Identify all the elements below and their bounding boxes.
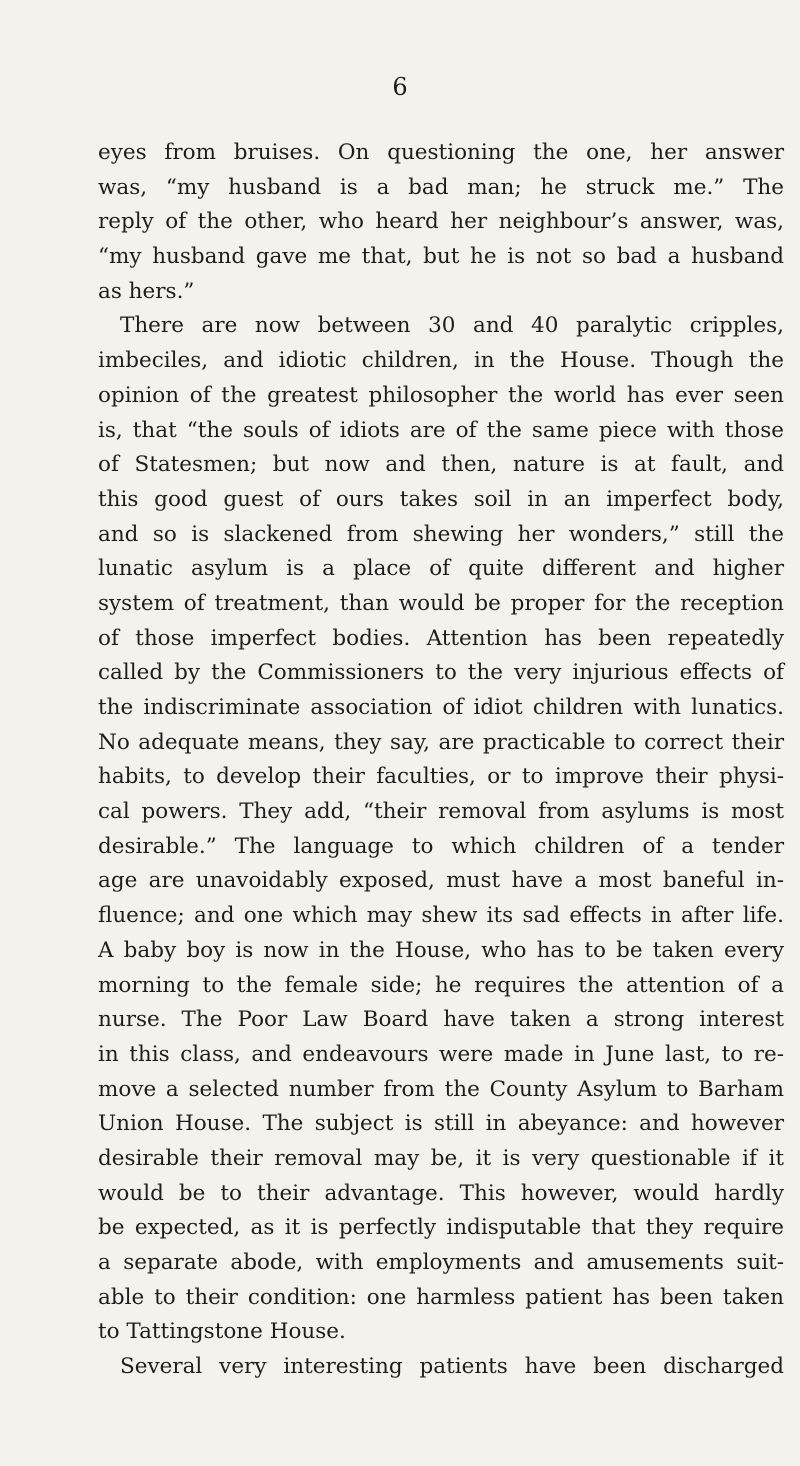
- text-line: reply of the other, who heard her neighbour’s answer, was,: [98, 209, 784, 235]
- text-line: lunatic asylum is a place of quite different and higher: [98, 556, 784, 582]
- text-line: system of treatment, than would be proper for the reception: [98, 590, 784, 616]
- text-line: imbeciles, and idiotic children, in the House. Though the: [98, 348, 784, 374]
- text-line: of Statesmen; but now and then, nature is at fault, and: [98, 452, 784, 478]
- text-line: was, “my husband is a bad man; he struck me.” The: [98, 174, 784, 200]
- text-line: called by the Commissioners to the very injurious effects of: [98, 660, 784, 686]
- text-line: move a selected number from the County Asylum to Barham: [98, 1076, 784, 1102]
- text-line: There are now between 30 and 40 paralytic cripples,: [120, 313, 784, 339]
- text-line: Several very interesting patients have been discharged: [120, 1354, 784, 1380]
- text-line: desirable their removal may be, it is very questionable if it: [98, 1145, 784, 1171]
- text-line: eyes from bruises. On questioning the one, her answer: [98, 140, 784, 165]
- text-line: this good guest of ours takes soil in an imperfect body,: [98, 486, 784, 512]
- text-line: be expected, as it is perfectly indisputable that they require: [98, 1215, 784, 1241]
- body-text: [98, 136, 784, 1385]
- text-line: of those imperfect bodies. Attention has been repeatedly: [98, 625, 784, 651]
- text-line: “my husband gave me that, but he is not so bad a husband: [98, 244, 784, 270]
- text-line: able to their condition: one harmless patient has been taken: [98, 1284, 784, 1310]
- text-line: nurse. The Poor Law Board have taken a strong interest: [98, 1007, 784, 1033]
- page-number: 6: [392, 73, 408, 101]
- text-line: the indiscriminate association of idiot children with lunatics.: [98, 695, 784, 720]
- text-line: fluence; and one which may shew its sad effects in after life.: [98, 903, 784, 929]
- text-line: a separate abode, with employments and amusements suit-: [98, 1250, 784, 1275]
- text-line: in this class, and endeavours were made in June last, to re-: [98, 1041, 784, 1067]
- text-line: morning to the female side; he requires the attention of a: [98, 972, 784, 998]
- text-line: would be to their advantage. This however, would hardly: [98, 1180, 784, 1206]
- text-line: to Tattingstone House.: [98, 1319, 346, 1345]
- text-line: cal powers. They add, “their removal from asylums is most: [98, 799, 784, 825]
- text-line: habits, to develop their faculties, or to improve their physi-: [98, 764, 784, 790]
- text-line: opinion of the greatest philosopher the world has ever seen: [98, 382, 784, 408]
- text-line: and so is slackened from shewing her wonders,” still the: [98, 521, 784, 547]
- text-line: No adequate means, they say, are practicable to correct their: [98, 729, 784, 755]
- text-line: as hers.”: [98, 278, 195, 304]
- text-line: is, that “the souls of idiots are of the same piece with those: [98, 417, 784, 443]
- text-line: age are unavoidably exposed, must have a most baneful in-: [98, 868, 784, 894]
- text-line: A baby boy is now in the House, who has to be taken every: [98, 937, 784, 963]
- text-line: Union House. The subject is still in abeyance: and however: [98, 1111, 784, 1137]
- text-line: desirable.” The language to which children of a tender: [98, 833, 784, 859]
